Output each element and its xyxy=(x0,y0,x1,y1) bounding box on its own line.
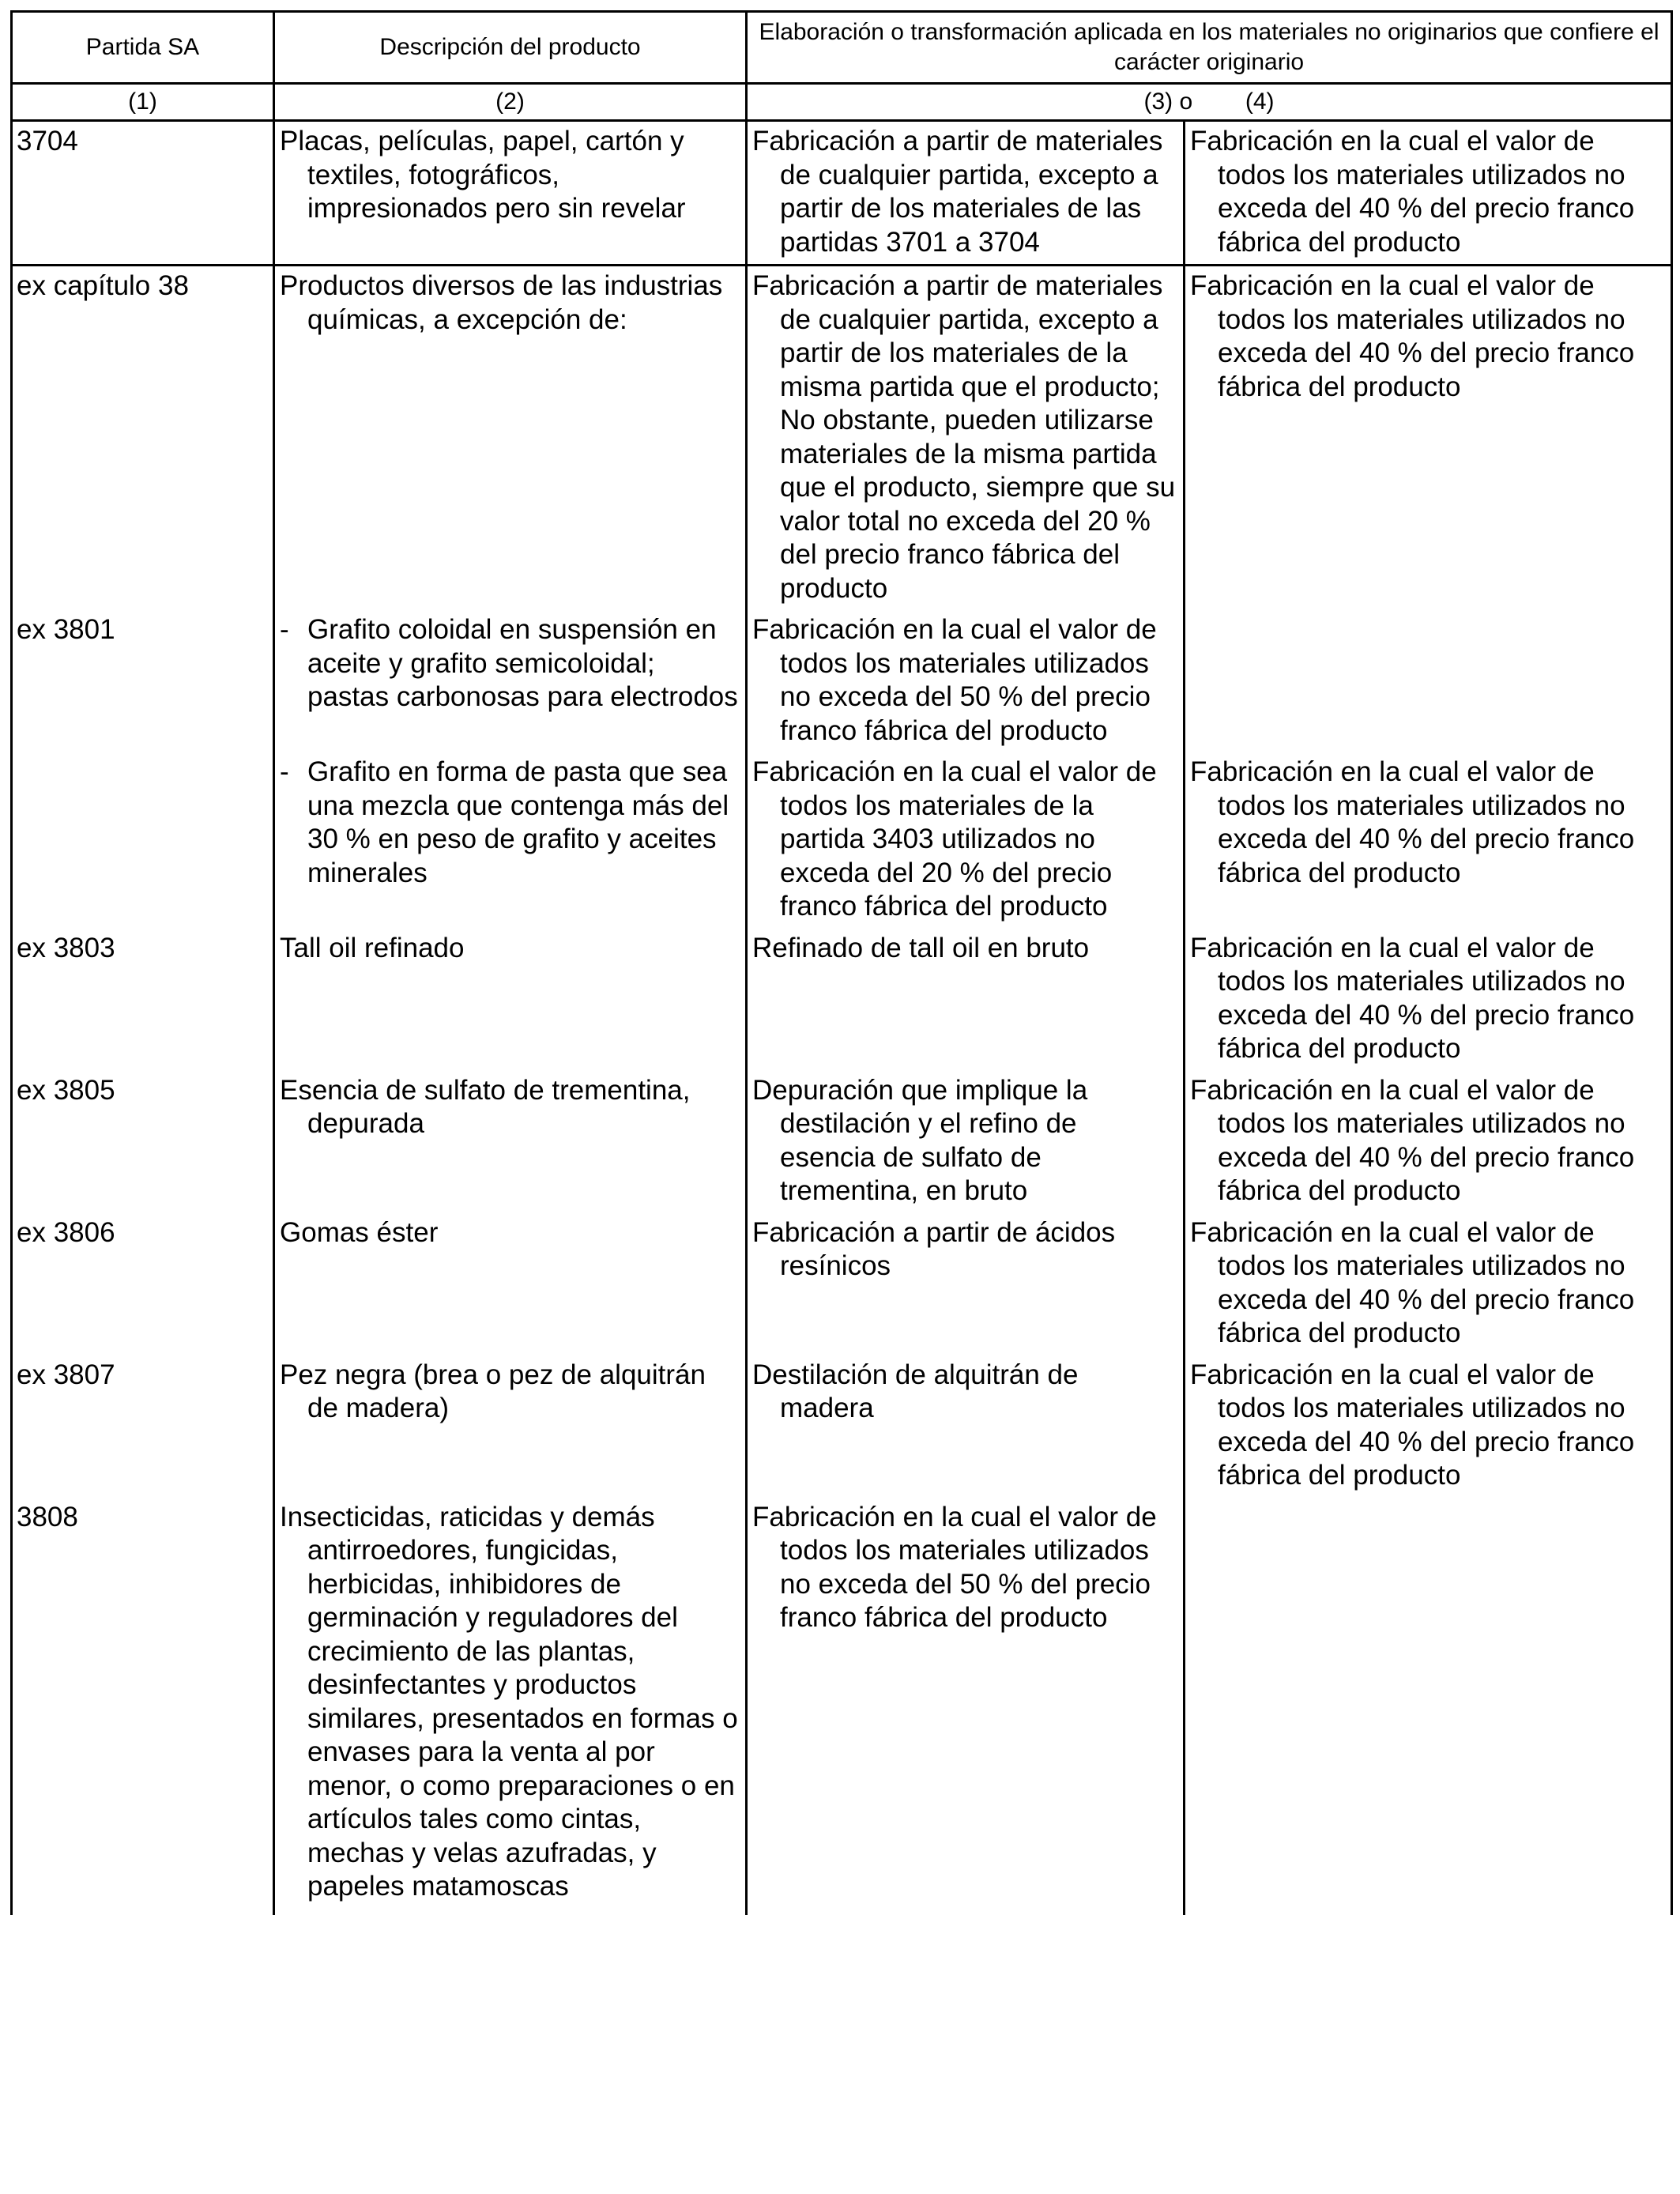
row-rule-3: Destilación de alquitrán de madera xyxy=(752,1359,1079,1423)
row-rule-3: Fabricación en la cual el valor de todos los materiales de la partida 3403 utilizados no exceda del 20 % del precio franco fábrica del producto xyxy=(752,756,1157,922)
header-num-2: (2) xyxy=(274,84,747,121)
row-rule-3: Depuración que implique la destilación y el refino de esencia de sulfato de trementina, en bruto xyxy=(752,1074,1088,1206)
header-num-3-4: (3) o (4) xyxy=(747,84,1672,121)
row-description: Pez negra (brea o pez de alquitrán de madera) xyxy=(280,1359,706,1423)
row-rule-3: Fabricación en la cual el valor de todos los materiales utilizados no exceda del 50 % del precio franco fábrica del producto xyxy=(752,1501,1157,1633)
header-partida-sa: Partida SA xyxy=(12,12,274,84)
dash-marker: - xyxy=(280,756,289,787)
row-code: ex 3805 xyxy=(17,1074,115,1106)
table-row xyxy=(12,1498,1672,1915)
row-rule-3: Fabricación a partir de materiales de cualquier partida, excepto a partir de los materiales de las partidas 3701 a 3704 xyxy=(752,126,1163,258)
row-rule-4 xyxy=(1185,610,1671,618)
row-code: ex 3806 xyxy=(17,1216,115,1248)
row-code: ex 3807 xyxy=(17,1359,115,1390)
row-rule-4 xyxy=(1185,1498,1671,1506)
header-descripcion: Descripción del producto xyxy=(274,12,747,84)
row-description xyxy=(275,752,745,895)
document-page xyxy=(10,10,1671,1915)
row-description: Esencia de sulfato de trementina, depurada xyxy=(280,1074,691,1139)
header-num-1: (1) xyxy=(12,84,274,121)
row-rule-3: Fabricación a partir de ácidos resínicos xyxy=(752,1216,1116,1281)
row-description: Tall oil refinado xyxy=(280,932,465,963)
table-row xyxy=(12,929,1672,1071)
row-code: 3808 xyxy=(17,1501,78,1532)
header-elaboracion: Elaboración o transformación aplicada en los materiales no originarios que confiere el carácter originario xyxy=(747,12,1672,84)
row-code: ex 3803 xyxy=(17,932,115,963)
row-rule-4: Fabricación en la cual el valor de todos los materiales utilizados no exceda del 40 % del precio franco fábrica del producto xyxy=(1190,1359,1635,1491)
row-description: Gomas éster xyxy=(280,1216,439,1248)
row-description-text: Grafito en forma de pasta que sea una mezcla que contenga más del 30 % en peso de grafito y aceites minerales xyxy=(307,756,729,888)
table-row xyxy=(12,610,1672,752)
row-rule-4: Fabricación en la cual el valor de todos los materiales utilizados no exceda del 40 % del precio franco fábrica del producto xyxy=(1190,1074,1635,1206)
row-description: Productos diversos de las industrias químicas, a excepción de: xyxy=(280,270,723,335)
row-description: Insecticidas, raticidas y demás antirroedores, fungicidas, herbicidas, inhibidores de germinación y reguladores del crecimiento de las plantas, desinfectantes y productos similares, presentados en formas o envases para la venta al por menor, o como preparaciones o en artículos tales como cintas, mechas y velas azufradas, y papeles matamoscas xyxy=(280,1501,738,1902)
row-rule-3: Fabricación en la cual el valor de todos los materiales utilizados no exceda del 50 % del precio franco fábrica del producto xyxy=(752,614,1157,746)
table-row xyxy=(12,1355,1672,1498)
row-rule-4: Fabricación en la cual el valor de todos los materiales utilizados no exceda del 40 % del precio franco fábrica del producto xyxy=(1190,270,1635,402)
table-row xyxy=(12,752,1672,929)
row-rule-4: Fabricación en la cual el valor de todos los materiales utilizados no exceda del 40 % del precio franco fábrica del producto xyxy=(1190,1216,1635,1348)
row-code: ex capítulo 38 xyxy=(17,270,189,301)
row-rule-4: Fabricación en la cual el valor de todos los materiales utilizados no exceda del 40 % del precio franco fábrica del producto xyxy=(1190,756,1635,888)
row-rule-3: Fabricación a partir de materiales de cualquier partida, excepto a partir de los materiales de la misma partida que el producto; No obstante, pueden utilizarse materiales de la misma partida que el producto, siempre que su valor total no exceda del 20 % del precio franco fábrica del producto xyxy=(752,270,1176,604)
row-rule-4: Fabricación en la cual el valor de todos los materiales utilizados no exceda del 40 % del precio franco fábrica del producto xyxy=(1190,126,1635,258)
row-rule-3: Refinado de tall oil en bruto xyxy=(752,932,1090,963)
row-rule-4: Fabricación en la cual el valor de todos los materiales utilizados no exceda del 40 % del precio franco fábrica del producto xyxy=(1190,932,1635,1064)
table-header xyxy=(12,12,1672,121)
table-row xyxy=(12,266,1672,611)
row-code: 3704 xyxy=(17,126,78,156)
row-code: ex 3801 xyxy=(17,614,115,645)
table-body xyxy=(12,121,1672,1915)
row-description-text: Grafito coloidal en suspensión en aceite y grafito semicoloidal; pastas carbonosas para electrodos xyxy=(307,614,738,712)
row-code xyxy=(13,752,273,760)
table-row xyxy=(12,1213,1672,1355)
row-description: Placas, películas, papel, cartón y textiles, fotográficos, impresionados pero sin revelar xyxy=(280,126,686,224)
dash-marker: - xyxy=(280,614,289,645)
table-row xyxy=(12,121,1672,266)
origin-rules-table xyxy=(10,10,1673,1915)
row-description xyxy=(275,610,745,719)
table-row xyxy=(12,1071,1672,1213)
